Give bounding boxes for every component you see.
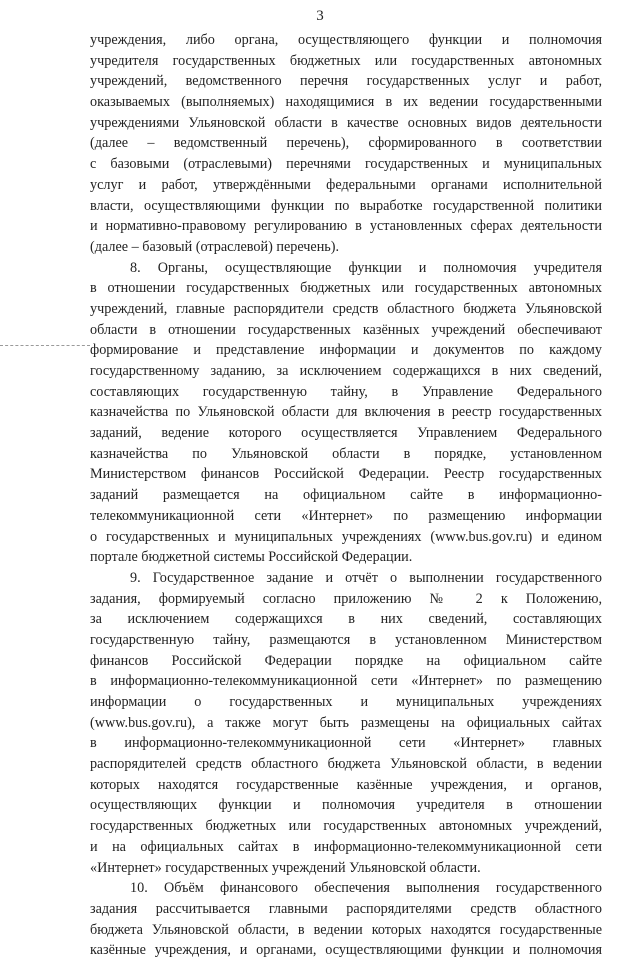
text-line: задания рассчитывается главными распорядителями средств областного — [90, 900, 602, 917]
text-line: казначейства по Ульяновской области для включения в реестр государственных — [90, 404, 602, 421]
text-line: учредителя государственных бюджетных или государственных автономных — [90, 52, 602, 69]
text-line: оказываемых (выполняемых) находящимися в их ведении государственными — [90, 94, 602, 111]
text-line: (www.bus.gov.ru), а также могут быть размещены на официальных сайтах — [90, 714, 602, 731]
text-line: заданий, ведение которого осуществляется Управлением Федерального — [90, 425, 602, 442]
text-line: с базовыми (отраслевыми) перечнями государственных и муниципальных — [90, 156, 602, 173]
text-line: портале бюджетной системы Российской Федерации. — [90, 549, 413, 566]
text-line: в информационно-телекоммуникационной сети «Интернет» по размещению — [90, 673, 602, 690]
text-line: бюджета Ульяновской области, в ведении которых находятся государственные — [90, 921, 602, 938]
text-line: финансов Российской Федерации порядке на официальном сайте — [90, 652, 602, 669]
text-line: задания, формируемый согласно приложению № 2 к Положению, — [90, 590, 602, 607]
text-line: в отношении государственных бюджетных или государственных автономных — [90, 280, 602, 297]
text-line: информации о государственных и муниципальных учреждениях — [90, 694, 602, 710]
text-line: телекоммуникационной сети «Интернет» по размещению информации — [90, 507, 602, 524]
text-line: государственную тайну, размещаются в установленном Министерством — [90, 631, 602, 648]
text-line: которых находятся государственные казённые учреждения, и органов, — [90, 776, 602, 793]
text-line: 9. Государственное задание и отчёт о выполнении государственного — [130, 569, 602, 586]
text-line: заданий размещается на официальном сайте в информационно- — [90, 487, 602, 504]
text-line: государственному заданию, за исключением содержащихся в них сведений, — [90, 363, 602, 379]
text-line: и нормативно-правовому регулированию в установленных сферах деятельности — [90, 218, 602, 235]
scan-artifact-line — [0, 345, 90, 346]
text-line: 10. Объём финансового обеспечения выполнения государственного — [130, 880, 602, 897]
text-line: Министерством финансов Российской Федерации. Реестр государственных — [90, 466, 602, 483]
text-line: 8. Органы, осуществляющие функции и полномочия учредителя — [130, 259, 602, 276]
text-line: формирование и представление информации и документов по каждому — [90, 342, 602, 359]
text-line: учреждений, ведомственного перечня государственных услуг и работ, — [90, 73, 602, 90]
page-number: 3 — [316, 8, 324, 24]
text-line: области в отношении государственных казённых учреждений обеспечивают — [90, 321, 602, 338]
text-line: учреждения, либо органа, осуществляющего функции и полномочия — [90, 32, 602, 48]
text-line: власти, осуществляющими функции по выработке государственной политики — [90, 197, 602, 214]
text-line: в информационно-телекоммуникационной сети «Интернет» главных — [90, 735, 602, 752]
text-line: за исключением содержащихся в них сведений, составляющих — [90, 611, 602, 628]
text-line: казначейства по Ульяновской области в порядке, установленном — [90, 445, 602, 462]
text-line: о государственных и муниципальных учреждениях (www.bus.gov.ru) и едином — [90, 528, 602, 545]
text-line: казённые учреждения, и органами, осуществляющими функции и полномочия — [90, 942, 602, 959]
text-line: учреждений, главные распорядители средств областного бюджета Ульяновской — [90, 300, 602, 317]
text-line: «Интернет» государственных учреждений Ульяновской области. — [90, 859, 481, 876]
text-line: и на официальных сайтах в информационно-телекоммуникационной сети — [90, 838, 602, 855]
text-line: (далее – базовый (отраслевой) перечень). — [90, 238, 340, 255]
text-line: распорядителей средств областного бюджета Ульяновской области, в ведении — [90, 756, 602, 773]
text-line: государственных бюджетных или государственных автономных учреждений, — [90, 818, 602, 835]
text-line: учреждениями Ульяновской области в качестве основных видов деятельности — [90, 114, 602, 131]
text-line: осуществляющих функции и полномочия учредителя в отношении — [90, 797, 602, 814]
text-line: (далее – ведомственный перечень), сформированного в соответствии — [90, 135, 602, 152]
text-line: услуг и работ, утверждёнными федеральными органами исполнительной — [90, 176, 602, 193]
text-line: составляющих государственную тайну, в Управление Федерального — [90, 383, 602, 400]
document-body — [90, 30, 602, 961]
